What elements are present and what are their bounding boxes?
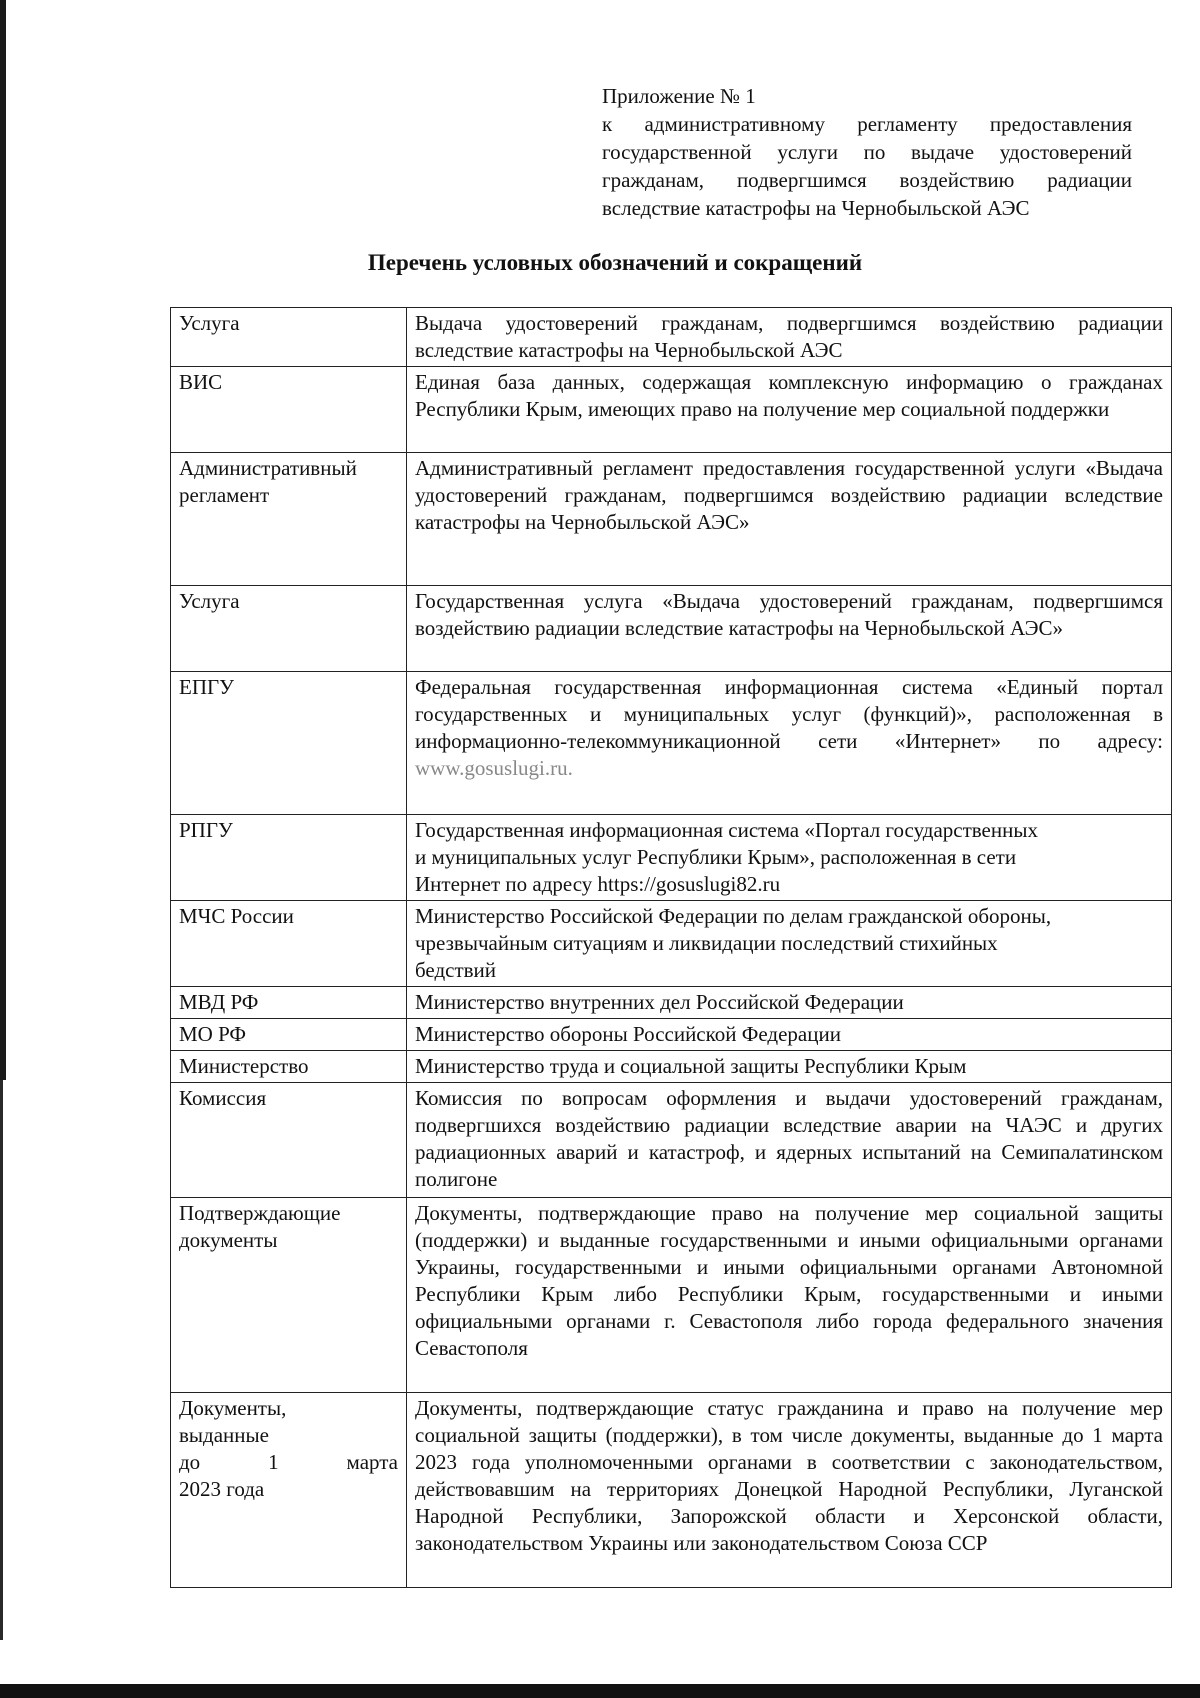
term-cell: Административный регламент: [171, 453, 407, 586]
table-row: [171, 1393, 1172, 1588]
table-row: [171, 901, 1172, 987]
table-row: [171, 815, 1172, 901]
definition-cell: [407, 901, 1172, 987]
appendix-line: государственной услуги по выдаче удостоверений: [602, 140, 1132, 164]
definition-cell: Единая база данных, содержащая комплексную информацию о гражданах Республики Крым, имеющих право на получение мер социальной поддержки: [407, 367, 1172, 453]
term-line: Документы,: [179, 1396, 287, 1420]
definition-cell: Государственная услуга «Выдача удостоверений гражданам, подвергшимся воздействию радиации вследствие катастрофы на Чернобыльской АЭС»: [407, 586, 1172, 672]
scan-bottom-edge: [0, 1684, 1200, 1698]
scan-left-edge: [0, 0, 6, 1080]
term-line: 2023 года: [179, 1477, 265, 1501]
definition-cell: [407, 672, 1172, 815]
term-cell: РПГУ: [171, 815, 407, 901]
table-row: [171, 308, 1172, 367]
definition-cell: Документы, подтверждающие статус гражданина и право на получение мер социальной защиты (поддержки), в том числе документы, выданные до 1 марта 2023 года уполномоченными органами в соответствии с законодательством, действовавшим на территориях Донецкой Народной Республики, Луганской Народной Республики, Запорожской области и Херсонской области, законодательством Украины или законодательством Союза ССР: [407, 1393, 1172, 1588]
term-line: выданные: [179, 1423, 269, 1447]
definition-line: чрезвычайным ситуациям и ликвидации последствий стихийных: [415, 931, 998, 955]
definition-line: Интернет по адресу https://gosuslugi82.ru: [415, 872, 781, 896]
appendix-line: гражданам, подвергшимся воздействию радиации: [602, 168, 1132, 192]
term-cell: ЕПГУ: [171, 672, 407, 815]
appendix-line: вследствие катастрофы на Чернобыльской АЭС: [602, 196, 1030, 220]
definition-cell: Министерство внутренних дел Российской Федерации: [407, 987, 1172, 1019]
table-row: [171, 987, 1172, 1019]
table-row: [171, 1083, 1172, 1198]
abbreviations-table: [170, 307, 1172, 1588]
definition-line: бедствий: [415, 958, 497, 982]
term-cell: Подтверждающие документы: [171, 1198, 407, 1393]
appendix-number: Приложение № 1: [602, 84, 756, 108]
definition-cell: Комиссия по вопросам оформления и выдачи удостоверений гражданам, подвергшихся воздействию радиации вследствие аварии на ЧАЭС и других радиационных аварий и катастроф, и ядерных испытаний на Семипалатинском полигоне: [407, 1083, 1172, 1198]
document-title: Перечень условных обозначений и сокращений: [367, 250, 863, 275]
term-cell: МЧС России: [171, 901, 407, 987]
definition-cell: [407, 815, 1172, 901]
definition-text: Федеральная государственная информационная система «Единый портал государственных и муниципальных услуг (функций)», расположенная в информационно-телекоммуникационной сети «Интернет» по адресу:: [415, 675, 1163, 753]
definition-cell: Выдача удостоверений гражданам, подвергшимся воздействию радиации вследствие катастрофы на Чернобыльской АЭС: [407, 308, 1172, 367]
definition-cell: Министерство обороны Российской Федерации: [407, 1019, 1172, 1051]
term-cell: МВД РФ: [171, 987, 407, 1019]
website-link[interactable]: www.gosuslugi.ru.: [415, 756, 573, 780]
term-cell: Услуга: [171, 586, 407, 672]
table-row: [171, 1051, 1172, 1083]
scan-left-edge-lower: [0, 1080, 3, 1640]
term-cell: МО РФ: [171, 1019, 407, 1051]
definition-line: Министерство Российской Федерации по делам гражданской обороны,: [415, 904, 1052, 928]
table-row: [171, 586, 1172, 672]
definition-cell: Министерство труда и социальной защиты Республики Крым: [407, 1051, 1172, 1083]
definition-line: и муниципальных услуг Республики Крым», расположенная в сети: [415, 845, 1017, 869]
definition-line: Государственная информационная система «Портал государственных: [415, 818, 1038, 842]
table-row: [171, 367, 1172, 453]
appendix-header: [602, 82, 1132, 222]
term-cell: ВИС: [171, 367, 407, 453]
table-row: [171, 453, 1172, 586]
definition-cell: Административный регламент предоставления государственной услуги «Выдача удостоверений гражданам, подвергшимся воздействию радиации вследствие катастрофы на Чернобыльской АЭС»: [407, 453, 1172, 586]
table-row: [171, 1019, 1172, 1051]
table-row: [171, 1198, 1172, 1393]
term-cell: Министерство: [171, 1051, 407, 1083]
term-cell: Комиссия: [171, 1083, 407, 1198]
appendix-line: к административному регламенту предоставления: [602, 112, 1132, 136]
term-cell: [171, 1393, 407, 1588]
table-row: [171, 672, 1172, 815]
term-cell: Услуга: [171, 308, 407, 367]
term-line: до 1 марта: [179, 1450, 398, 1474]
definition-cell: Документы, подтверждающие право на получение мер социальной защиты (поддержки) и выданные государственными и иными официальными органами Украины, государственными и иными официальными органами Автономной Республики Крым либо Республики Крым, государственными и иными официальными органами г. Севастополя либо города федерального значения Севастополя: [407, 1198, 1172, 1393]
